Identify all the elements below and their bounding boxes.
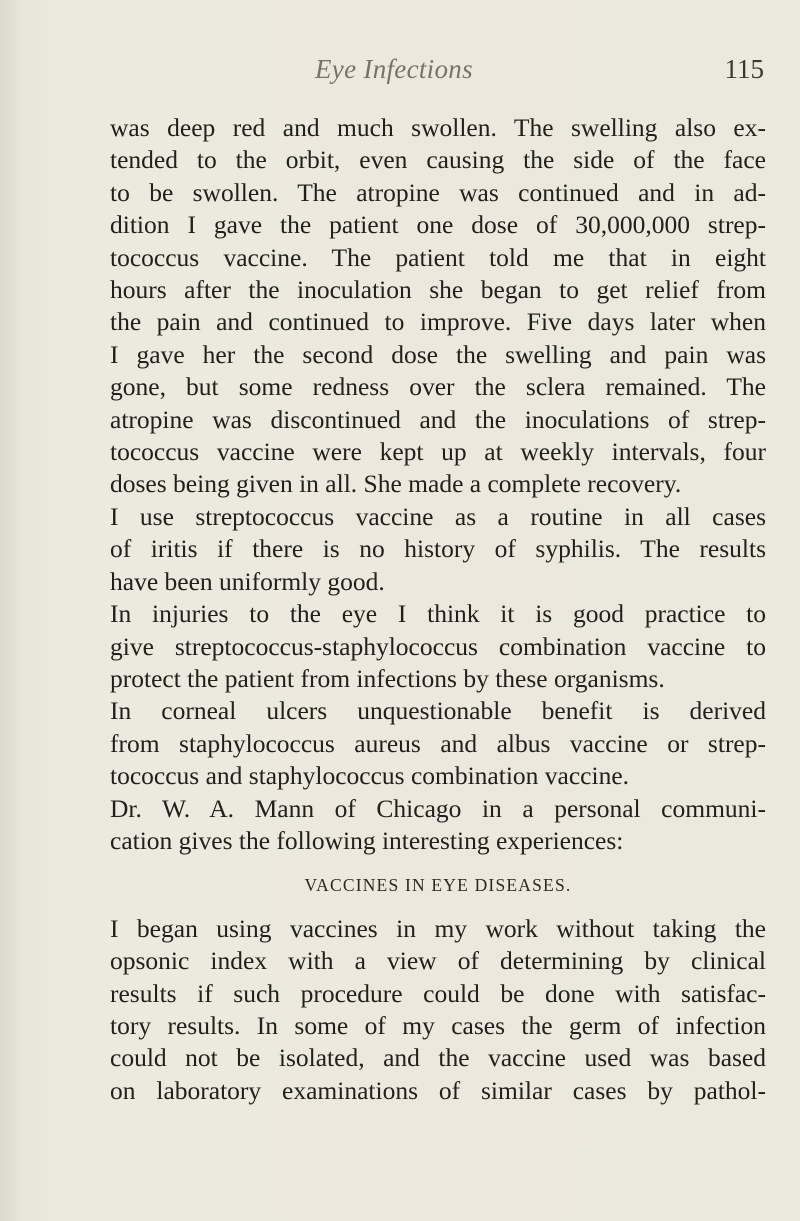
text-line: results if such procedure could be done with satisfac- — [110, 978, 766, 1008]
text-line: doses being given in all. She made a complete recovery. — [110, 469, 682, 499]
text-line: I use streptococcus vaccine as a routine in all cases — [110, 501, 766, 531]
text-line: opsonic index with a view of determining by clinical — [110, 946, 766, 976]
page-header — [110, 54, 766, 94]
paragraph-injuries — [110, 598, 766, 695]
text-line: tended to the orbit, even causing the side of the face — [110, 145, 766, 175]
paragraph-corneal-ulcers — [110, 695, 766, 792]
text-line: In injuries to the eye I think it is good practice to — [110, 599, 766, 629]
text-line: protect the patient from infections by these organisms. — [110, 663, 665, 693]
text-line: tococcus and staphylococcus combination vaccine. — [110, 761, 630, 791]
paragraph-vaccines — [110, 913, 766, 1107]
text-line: tory results. In some of my cases the germ of infection — [110, 1010, 766, 1040]
text-line: of iritis if there is no history of syphilis. The results — [110, 534, 766, 564]
text-line: I began using vaccines in my work without taking the — [110, 913, 766, 943]
text-line: dition I gave the patient one dose of 30,000,000 strep- — [110, 210, 766, 240]
text-line: on laboratory examinations of similar cases by pathol- — [110, 1075, 766, 1105]
section-heading: VACCINES IN EYE DISEASES. — [304, 875, 572, 896]
text-line: was deep red and much swollen. The swelling also ex- — [110, 113, 766, 142]
text-line: give streptococcus-staphylococcus combination vaccine to — [110, 631, 766, 661]
text-line: tococcus vaccine were kept up at weekly intervals, four — [110, 437, 766, 467]
page-number: 115 — [724, 54, 764, 84]
text-line: atropine was discontinued and the inoculations of strep- — [110, 404, 766, 434]
text-line: I gave her the second dose the swelling and pain was — [110, 339, 766, 369]
text-line: the pain and continued to improve. Five days later when — [110, 307, 766, 337]
text-line: could not be isolated, and the vaccine used was based — [110, 1043, 766, 1073]
text-line: Dr. W. A. Mann of Chicago in a personal communi- — [110, 793, 766, 823]
text-line: tococcus vaccine. The patient told me that in eight — [110, 242, 766, 272]
paragraph-dr-mann — [110, 793, 766, 858]
text-line: from staphylococcus aureus and albus vaccine or strep- — [110, 728, 766, 758]
text-line: In corneal ulcers unquestionable benefit is derived — [110, 696, 766, 726]
body-text — [110, 112, 766, 1107]
paragraph-iritis — [110, 501, 766, 598]
running-title: Eye Infections — [315, 54, 473, 84]
text-line: have been uniformly good. — [110, 566, 385, 596]
text-line: gone, but some redness over the sclera remained. The — [110, 372, 766, 402]
text-line: cation gives the following interesting experiences: — [110, 825, 624, 855]
text-line: hours after the inoculation she began to get relief from — [110, 275, 766, 305]
text-line: to be swollen. The atropine was continued and in ad- — [110, 177, 766, 207]
paragraph-case-report — [110, 112, 766, 501]
